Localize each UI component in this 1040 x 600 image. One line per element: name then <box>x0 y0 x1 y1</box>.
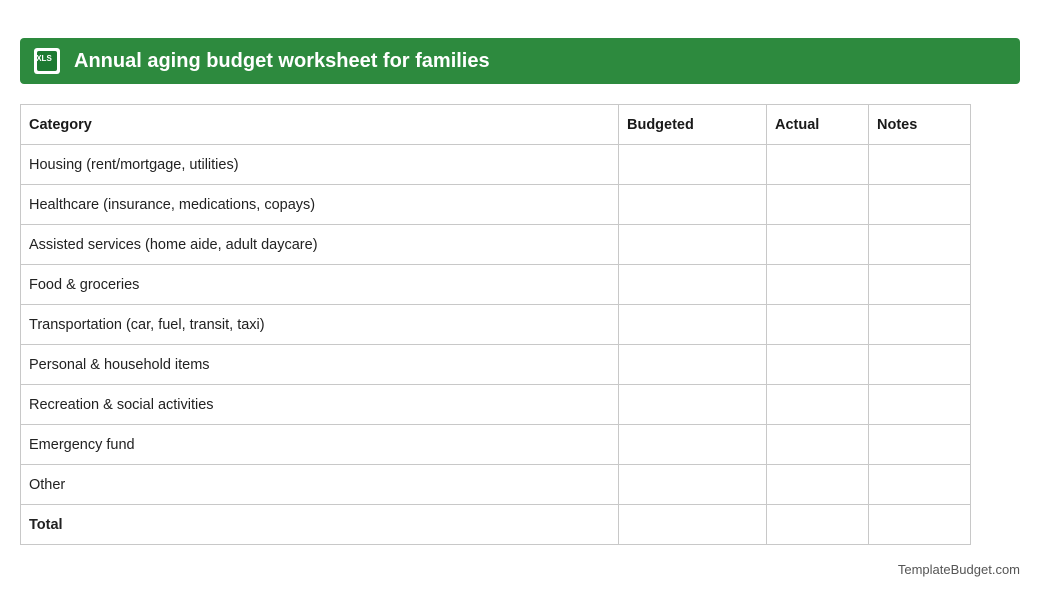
cell-actual[interactable] <box>767 345 869 385</box>
table-row <box>21 345 971 385</box>
table-row <box>21 265 971 305</box>
cell-actual[interactable] <box>767 225 869 265</box>
column-header-actual: Actual <box>767 105 869 145</box>
cell-actual[interactable] <box>767 145 869 185</box>
column-header-budgeted: Budgeted <box>619 105 767 145</box>
cell-category: Assisted services (home aide, adult daycare) <box>21 225 619 265</box>
cell-category: Emergency fund <box>21 425 619 465</box>
cell-actual[interactable] <box>767 385 869 425</box>
cell-category: Transportation (car, fuel, transit, taxi) <box>21 305 619 345</box>
cell-category: Healthcare (insurance, medications, copays) <box>21 185 619 225</box>
worksheet-header <box>20 38 1020 84</box>
cell-actual[interactable] <box>767 185 869 225</box>
cell-actual[interactable] <box>767 265 869 305</box>
cell-total-budgeted[interactable] <box>619 505 767 545</box>
cell-budgeted[interactable] <box>619 185 767 225</box>
table-row <box>21 185 971 225</box>
cell-total-actual[interactable] <box>767 505 869 545</box>
page-title: Annual aging budget worksheet for families <box>74 50 490 72</box>
cell-notes[interactable] <box>869 385 971 425</box>
cell-notes[interactable] <box>869 305 971 345</box>
cell-budgeted[interactable] <box>619 145 767 185</box>
xls-icon-label: XLS <box>36 53 52 63</box>
cell-total-notes[interactable] <box>869 505 971 545</box>
cell-actual[interactable] <box>767 425 869 465</box>
cell-budgeted[interactable] <box>619 345 767 385</box>
cell-category: Housing (rent/mortgage, utilities) <box>21 145 619 185</box>
cell-category: Food & groceries <box>21 265 619 305</box>
column-header-notes: Notes <box>869 105 971 145</box>
cell-notes[interactable] <box>869 465 971 505</box>
cell-budgeted[interactable] <box>619 425 767 465</box>
table-row <box>21 305 971 345</box>
cell-category: Personal & household items <box>21 345 619 385</box>
cell-budgeted[interactable] <box>619 385 767 425</box>
table-total-row <box>21 505 971 545</box>
cell-budgeted[interactable] <box>619 465 767 505</box>
table-header-row <box>21 105 971 145</box>
cell-budgeted[interactable] <box>619 305 767 345</box>
cell-category: Recreation & social activities <box>21 385 619 425</box>
cell-total-label: Total <box>21 505 619 545</box>
table-row <box>21 385 971 425</box>
table-row <box>21 425 971 465</box>
budget-table <box>20 104 971 545</box>
table-row <box>21 225 971 265</box>
cell-budgeted[interactable] <box>619 265 767 305</box>
cell-notes[interactable] <box>869 265 971 305</box>
footer-credit: TemplateBudget.com <box>897 562 1020 577</box>
table-row <box>21 465 971 505</box>
cell-category: Other <box>21 465 619 505</box>
cell-actual[interactable] <box>767 305 869 345</box>
cell-notes[interactable] <box>869 145 971 185</box>
cell-notes[interactable] <box>869 185 971 225</box>
cell-notes[interactable] <box>869 345 971 385</box>
table-row <box>21 145 971 185</box>
cell-notes[interactable] <box>869 225 971 265</box>
cell-notes[interactable] <box>869 425 971 465</box>
xls-file-icon <box>34 48 60 74</box>
cell-actual[interactable] <box>767 465 869 505</box>
cell-budgeted[interactable] <box>619 225 767 265</box>
column-header-category: Category <box>21 105 619 145</box>
